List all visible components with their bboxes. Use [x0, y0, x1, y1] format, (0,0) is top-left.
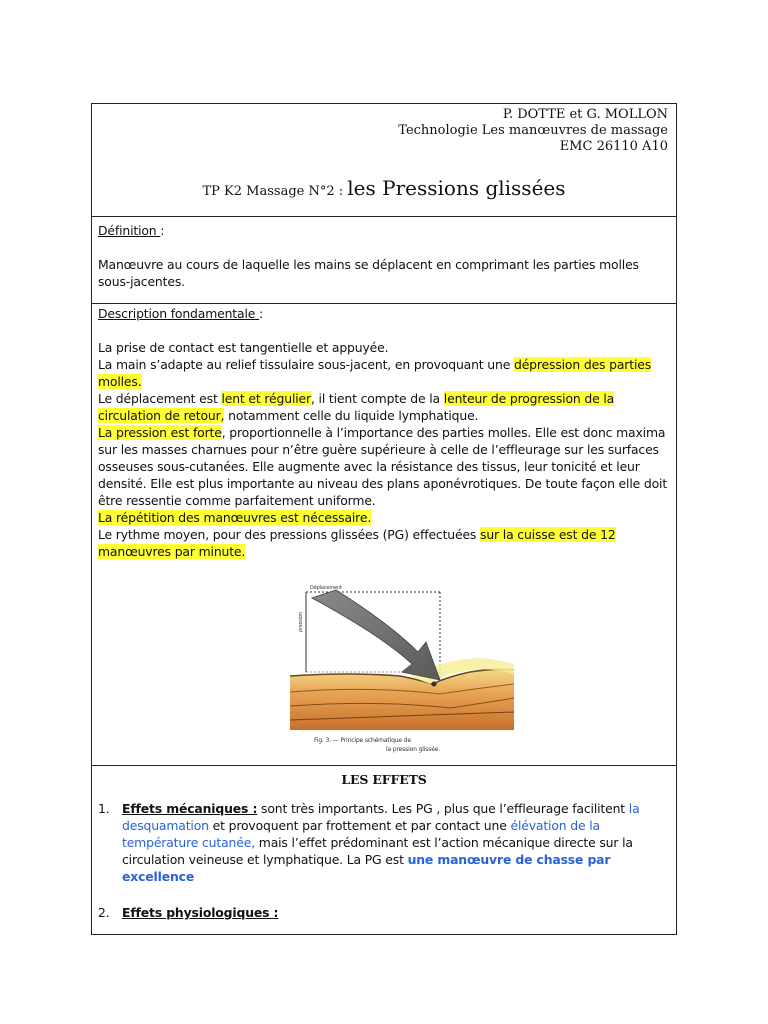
effects-cell — [92, 766, 676, 934]
definition-heading: Définition : — [98, 223, 165, 238]
tissue-layers — [290, 669, 514, 730]
pressure-arrow — [312, 590, 440, 680]
sentence-repetition: La répétition des manœuvres est nécessaire. — [98, 510, 372, 525]
sentence-relief: La main s’adapte au relief tissulaire sous-jacent, en provoquant une dépression des parties molles. — [98, 357, 652, 389]
sentence-pression: La pression est forte, proportionnelle à l’importance des parties molles. Elle est donc maxima sur les masses charnues pour n’être guère supérieure à celle de l’effleurage sur les surfaces osseuses sous-cutanées. Elle augmente avec la résistance des tissus, leur tonicité et leur densité. Elle est plus importante au niveau des plans aponévrotiques. De toute façon elle doit être ressentie comme parfaitement uniforme. — [98, 425, 668, 508]
reference-code: EMC 26110 A10 — [559, 139, 668, 154]
effects-title: LES EFFETS — [341, 772, 427, 787]
effect-label-physiological: Effets physiologiques — [122, 905, 274, 920]
effect-item-mechanical: 1. Effets mécaniques : sont très importants. Les PG , plus que l’effleurage facilitent la desquamation et provoquent par frottement et par contact une élévation de la température cutanée, mais l’effet prédominant est l’action mécanique directe sur la circulation veineuse et lymphatique. La PG est une manœuvre de chasse par excellence — [98, 801, 640, 884]
figure-caption-line2: la pression glissée. — [386, 746, 441, 753]
effect-item-physiological: 2. Effets physiologiques : — [98, 905, 279, 920]
definition-cell — [92, 217, 676, 304]
description-cell — [92, 304, 676, 766]
sentence-deplacement: Le déplacement est lent et régulier, il tient compte de la lenteur de progression de la circulation de retour, notamment celle du liquide lymphatique. — [98, 391, 615, 423]
title-prefix: TP K2 Massage N°2 : — [202, 184, 348, 199]
sentence-rythme: Le rythme moyen, pour des pressions glissées (PG) effectuées sur la cuisse est de 12 manœuvres par minute. — [98, 527, 616, 559]
description-body — [98, 339, 670, 560]
figure-top-label: Déplacement — [310, 585, 342, 591]
effect-label-mechanical: Effets mécaniques — [122, 801, 253, 816]
page-title — [92, 176, 676, 200]
source-title: Technologie Les manœuvres de massage — [398, 123, 668, 138]
definition-text: Manœuvre au cours de laquelle les mains se déplacent en comprimant les parties molles sous-jacentes. — [98, 257, 639, 289]
sentence-contact: La prise de contact est tangentielle et appuyée. — [98, 340, 389, 355]
document-table — [91, 103, 677, 935]
pressure-diagram-figure — [290, 580, 524, 758]
figure-caption-line1: Fig. 3. — Principe schématique de — [314, 737, 411, 744]
header-cell — [92, 104, 676, 217]
figure-side-label: pression — [298, 612, 304, 632]
authors: P. DOTTE et G. MOLLON — [502, 107, 668, 122]
title-main: les Pressions glissées — [347, 176, 566, 200]
description-heading: Description fondamentale : — [98, 306, 264, 321]
